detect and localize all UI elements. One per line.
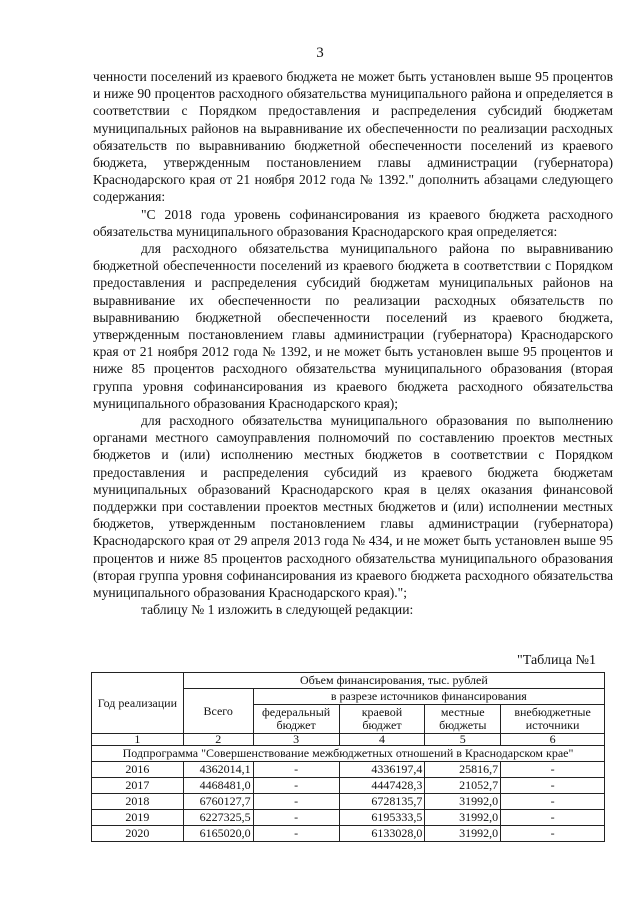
column-number: 5 — [425, 734, 501, 746]
cell-local: 25816,7 — [425, 762, 501, 778]
cell-local: 31992,0 — [425, 826, 501, 842]
cell-local: 21052,7 — [425, 778, 501, 794]
column-number: 1 — [92, 734, 184, 746]
cell-federal: - — [253, 794, 339, 810]
cell-federal: - — [253, 810, 339, 826]
cell-federal: - — [253, 826, 339, 842]
table-title: "Таблица №1 — [517, 653, 596, 668]
cell-regional: 4336197,4 — [339, 762, 425, 778]
table-row — [92, 794, 605, 810]
column-number: 2 — [183, 734, 253, 746]
column-number: 6 — [501, 734, 605, 746]
cell-total: 6227325,5 — [183, 810, 253, 826]
cell-year: 2019 — [92, 810, 184, 826]
cell-federal: - — [253, 778, 339, 794]
cell-other: - — [501, 794, 605, 810]
column-number: 4 — [339, 734, 425, 746]
cell-year: 2020 — [92, 826, 184, 842]
paragraph-4: для расходного обязательства муниципального образования по выполнению органами местного самоуправления полномочий по составлению проектов местных бюджетов и (или) исполнению местных бюджетов в соответствии с Порядком предоставления и распределения субсидий из краевого бюджета бюджетам муниципальных образований Краснодарского края в целях оказания финансовой поддержки при составлении проектов местных бюджетов и (или) исполнении местных бюджетов, утвержденным постановлением главы администрации (губернатора) Краснодарского края от 29 апреля 2013 года № 434, и не может быть установлен выше 95 процентов и ниже 85 процентов расходного обязательства муниципального образования (вторая группа уровня софинансирования из краевого бюджета расходного обязательства муниципального образования Краснодарского края)."; — [93, 413, 613, 601]
header-other: внебюджетные источники — [501, 705, 605, 734]
table-row — [92, 826, 605, 842]
cell-year: 2018 — [92, 794, 184, 810]
cell-other: - — [501, 810, 605, 826]
header-federal: федеральный бюджет — [253, 705, 339, 734]
column-number: 3 — [253, 734, 339, 746]
cell-total: 4468481,0 — [183, 778, 253, 794]
cell-regional: 6728135,7 — [339, 794, 425, 810]
paragraph-3: для расходного обязательства муниципального района по выравниванию бюджетной обеспеченности поселений из краевого бюджета в соответствии с Порядком предоставления и распределения субсидий бюджетам муниципальных районов на выравнивание их обеспеченности по реализации расходных обязательств по выравниванию бюджетной обеспеченности поселений из краевого бюджета, утвержденным постановлением главы администрации (губернатора) Краснодарского края от 21 ноября 2012 года № 1392, и не может быть установлен выше 95 процентов и ниже 85 процентов расходного обязательства муниципального образования (вторая группа уровня софинансирования из краевого бюджета расходного обязательства муниципального образования Краснодарского края); — [93, 241, 613, 411]
paragraph-5: таблицу № 1 изложить в следующей редакции: — [141, 602, 414, 618]
cell-local: 31992,0 — [425, 810, 501, 826]
financing-table — [91, 672, 605, 842]
cell-total: 6760127,7 — [183, 794, 253, 810]
table-row — [92, 762, 605, 778]
cell-year: 2016 — [92, 762, 184, 778]
cell-local: 31992,0 — [425, 794, 501, 810]
cell-year: 2017 — [92, 778, 184, 794]
cell-regional: 4447428,3 — [339, 778, 425, 794]
cell-other: - — [501, 778, 605, 794]
cell-total: 4362014,1 — [183, 762, 253, 778]
cell-regional: 6195333,5 — [339, 810, 425, 826]
cell-regional: 6133028,0 — [339, 826, 425, 842]
header-total: Всего — [183, 689, 253, 734]
cell-total: 6165020,0 — [183, 826, 253, 842]
header-year: Год реализации — [92, 673, 184, 734]
table-row — [92, 810, 605, 826]
page-number: 3 — [316, 45, 324, 61]
subprogram-row: Подпрограмма "Совершенствование межбюджетных отношений в Краснодарском крае" — [92, 746, 605, 762]
cell-other: - — [501, 762, 605, 778]
header-financing-volume: Объем финансирования, тыс. рублей — [183, 673, 604, 689]
cell-other: - — [501, 826, 605, 842]
header-local: местные бюджеты — [425, 705, 501, 734]
header-regional: краевой бюджет — [339, 705, 425, 734]
column-number-row — [92, 734, 605, 746]
document-body — [93, 68, 613, 619]
header-sources: в разрезе источников финансирования — [253, 689, 604, 705]
cell-federal: - — [253, 762, 339, 778]
paragraph-2: "С 2018 года уровень софинансирования из краевого бюджета расходного обязательства муниципального образования Краснодарского края определяется: — [93, 206, 613, 239]
paragraph-1: ченности поселений из краевого бюджета не может быть установлен выше 95 процентов и ниже 90 процентов расходного обязательства муниципального района и определяется в соответствии с Порядком предоставления и распределения субсидий бюджетам муниципальных районов на выравнивание их обеспеченности по реализации расходных обязательств по выравниванию бюджетной обеспеченности поселений из краевого бюджета, утвержденным постановлением главы администрации (губернатора) Краснодарского края от 21 ноября 2012 года № 1392." дополнить абзацами следующего содержания: — [93, 69, 613, 205]
table-row — [92, 778, 605, 794]
